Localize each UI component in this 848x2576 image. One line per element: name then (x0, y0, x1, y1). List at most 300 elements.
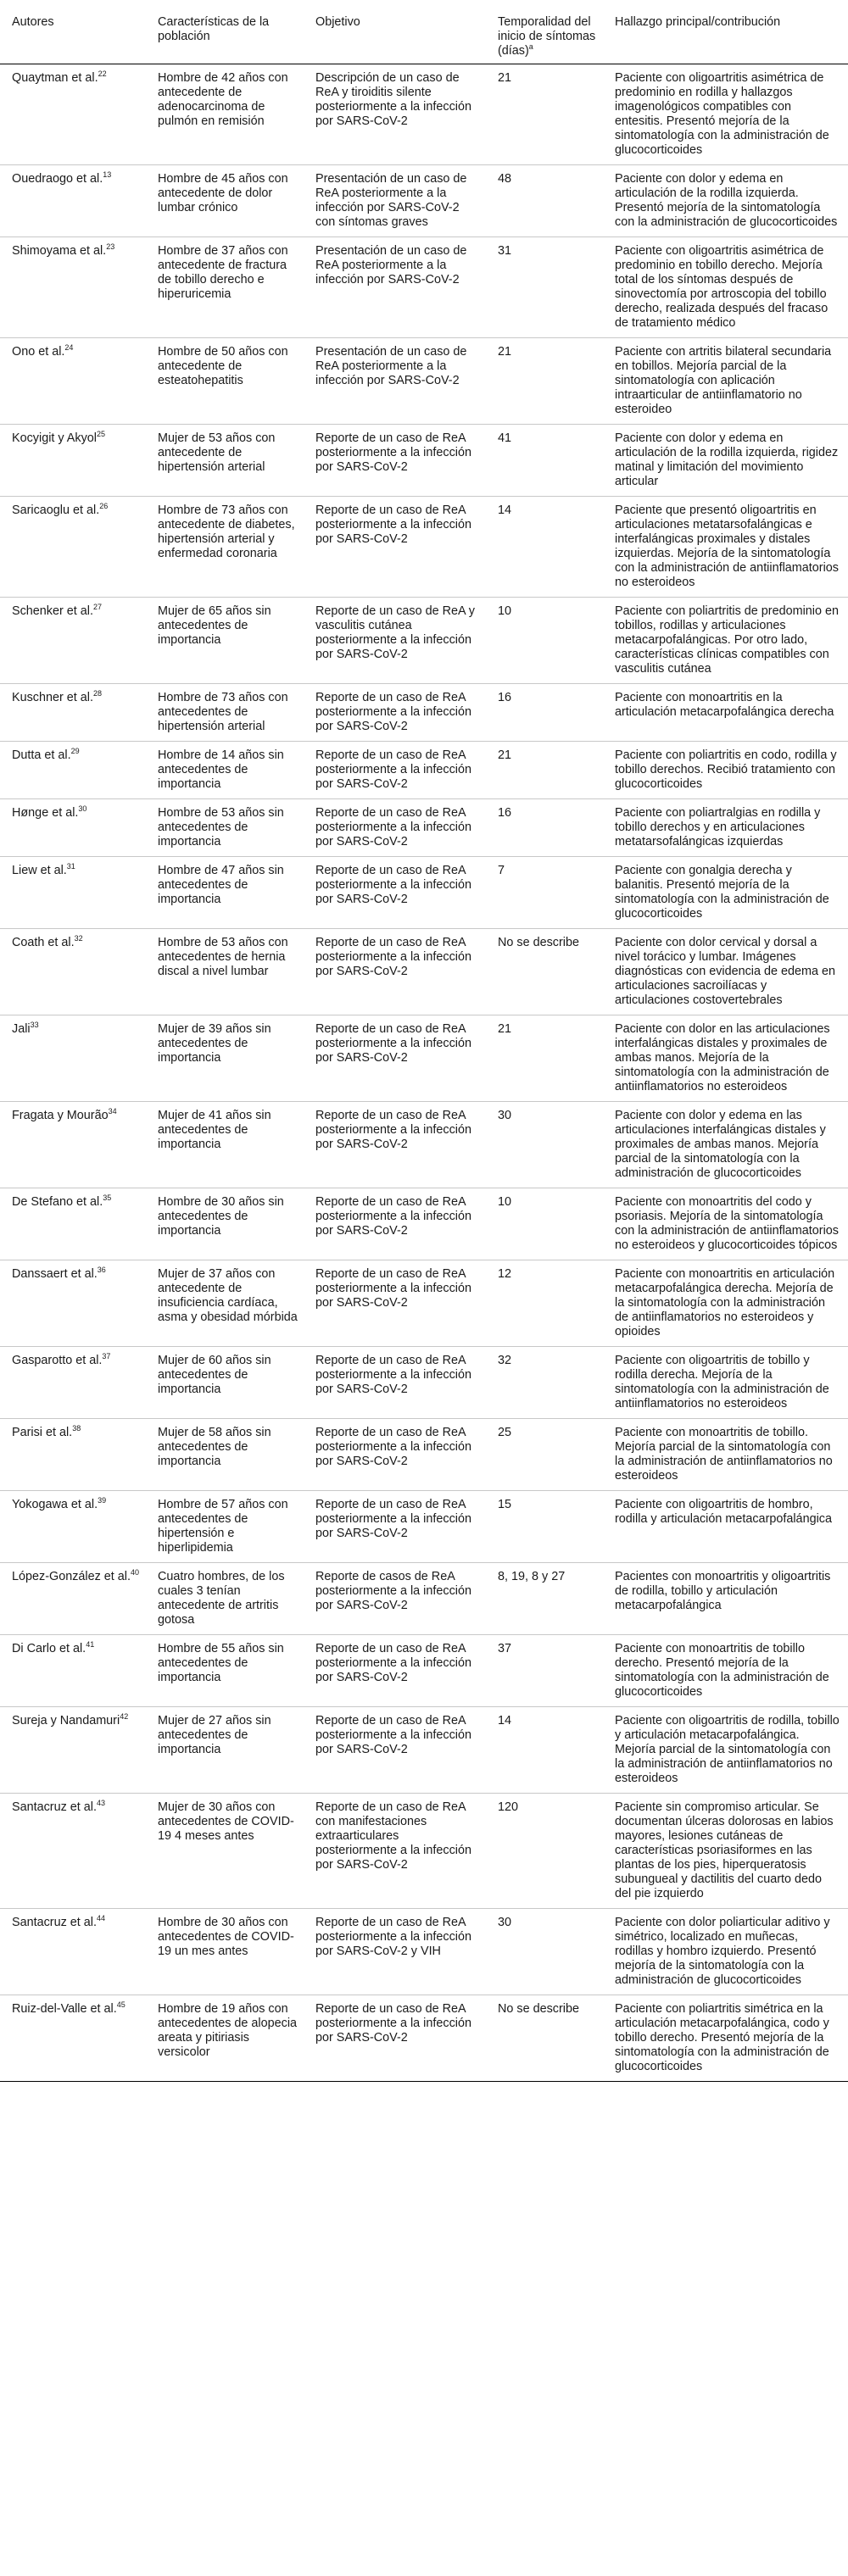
reference-number: 31 (66, 862, 75, 871)
cell-objective (307, 1635, 489, 1707)
cell-author (0, 338, 149, 425)
cell-objective (307, 237, 489, 338)
reference-number: 26 (99, 502, 109, 511)
table-row (0, 1563, 848, 1635)
cell-objective (307, 857, 489, 929)
cell-finding-text: Paciente con poliartritis en codo, rodilla y tobillo derechos. Recibió tratamiento con glucocorticoides (615, 748, 837, 791)
cell-author (0, 64, 149, 165)
cell-days (489, 1635, 606, 1707)
cell-author (0, 1707, 149, 1794)
cell-finding (606, 1102, 848, 1188)
cell-objective (307, 1563, 489, 1635)
cell-days-text: 30 (498, 1916, 512, 1929)
cell-finding (606, 165, 848, 237)
cell-population-text: Hombre de 19 años con antecedentes de alopecia areata y pitiriasis versicolor (158, 2002, 298, 2059)
reference-number: 38 (72, 1424, 81, 1433)
cell-finding (606, 64, 848, 165)
cell-author (0, 929, 149, 1015)
cell-population (149, 598, 307, 684)
cell-finding-text: Paciente sin compromiso articular. Se documentan úlceras dolorosas en labios mayores, lesiones cutáneas de características psoriasiformes en las plantas de los pies, hiperqueratosis subungueal y dactilitis del cuarto dedo del pie izquierdo (615, 1800, 834, 1900)
cell-days (489, 338, 606, 425)
cell-population-text: Mujer de 53 años con antecedente de hipertensión arterial (158, 431, 276, 474)
cell-population (149, 684, 307, 742)
cell-objective-text: Reporte de un caso de ReA posteriormente a la infección por SARS-CoV-2 (315, 1267, 471, 1310)
header-poblacion-label: Características de la población (158, 15, 270, 43)
cell-finding (606, 237, 848, 338)
cell-finding (606, 1794, 848, 1909)
cell-objective (307, 742, 489, 799)
reference-number: 43 (97, 1799, 106, 1808)
cell-population-text: Cuatro hombres, de los cuales 3 tenían antecedente de artritis gotosa (158, 1570, 285, 1627)
cell-finding-text: Paciente con dolor cervical y dorsal a nivel torácico y lumbar. Imágenes diagnósticas con evidencia de edema en articulaciones sacroilíacas y articulaciones costovertebrales (615, 936, 836, 1007)
cell-days (489, 1995, 606, 2082)
cell-days-text: 15 (498, 1498, 512, 1511)
cell-author (0, 1419, 149, 1491)
cell-author (0, 425, 149, 497)
cell-objective-text: Reporte de un caso de ReA posteriormente a la infección por SARS-CoV-2 (315, 504, 471, 546)
cell-population (149, 1995, 307, 2082)
cell-population (149, 1635, 307, 1707)
reference-number: 24 (64, 343, 74, 353)
cell-finding-text: Paciente con dolor en las articulaciones interfalángicas distales y proximales de ambas manos. Mejoría de la sintomatología con la administración de antiinflamatorios no esteroideos (615, 1022, 830, 1093)
table-row (0, 1635, 848, 1707)
cell-objective-text: Reporte de un caso de ReA posteriormente a la infección por SARS-CoV-2 (315, 1022, 471, 1065)
cell-author-text: Jali (12, 1022, 31, 1036)
cell-population-text: Hombre de 50 años con antecedente de esteatohepatitis (158, 345, 288, 387)
cell-objective (307, 1419, 489, 1491)
cell-days (489, 799, 606, 857)
cell-author (0, 799, 149, 857)
cell-days-text: No se describe (498, 936, 579, 949)
cell-finding (606, 338, 848, 425)
reference-number: 40 (131, 1568, 140, 1577)
cell-finding-text: Paciente con dolor poliarticular aditivo y simétrico, localizado en muñecas, rodillas y hombro izquierdo. Presentó mejoría de la sintomatología con la administración de glucocorticoides (615, 1916, 830, 1987)
cell-objective (307, 1794, 489, 1909)
cell-days-text: 8, 19, 8 y 27 (498, 1570, 566, 1583)
cell-author-text: Gasparotto et al. (12, 1354, 103, 1367)
header-autores-label: Autores (12, 15, 54, 29)
cell-author-text: López-González et al. (12, 1570, 131, 1583)
cell-author (0, 237, 149, 338)
cell-author-text: Saricaoglu et al. (12, 504, 100, 517)
cell-author-text: Di Carlo et al. (12, 1642, 86, 1655)
table-row (0, 799, 848, 857)
table-row (0, 1491, 848, 1563)
table-row (0, 1419, 848, 1491)
reference-number: 33 (30, 1021, 39, 1030)
cell-population-text: Hombre de 30 años sin antecedentes de importancia (158, 1195, 284, 1238)
cell-finding (606, 1419, 848, 1491)
cell-days (489, 497, 606, 598)
cell-objective-text: Reporte de un caso de ReA posteriormente a la infección por SARS-CoV-2 (315, 936, 471, 978)
table-row (0, 425, 848, 497)
cell-population (149, 1260, 307, 1347)
cell-population (149, 742, 307, 799)
cell-author-text: Yokogawa et al. (12, 1498, 98, 1511)
cell-finding-text: Paciente con monoartritis en la articulación metacarpofalángica derecha (615, 691, 834, 719)
cell-population-text: Hombre de 47 años sin antecedentes de importancia (158, 864, 284, 906)
reference-number: 36 (97, 1266, 106, 1275)
cell-objective (307, 64, 489, 165)
reference-number: 41 (86, 1640, 95, 1650)
cell-population-text: Hombre de 53 años con antecedentes de hernia discal a nivel lumbar (158, 936, 288, 978)
cell-days-text: 7 (498, 864, 505, 877)
cell-days (489, 1188, 606, 1260)
table-row (0, 742, 848, 799)
cell-days-text: 21 (498, 71, 512, 85)
header-objetivo (307, 0, 489, 64)
table-row (0, 64, 848, 165)
cell-objective (307, 799, 489, 857)
cell-days-text: 41 (498, 431, 512, 445)
table-row (0, 237, 848, 338)
reference-number: 32 (74, 934, 83, 943)
table-row (0, 338, 848, 425)
table-row (0, 1995, 848, 2082)
cell-author (0, 1015, 149, 1102)
cell-population-text: Hombre de 45 años con antecedente de dolor lumbar crónico (158, 172, 288, 214)
cell-finding-text: Paciente con dolor y edema en articulación de la rodilla izquierda, rigidez matinal y limitación del movimiento articular (615, 431, 839, 488)
cell-population-text: Mujer de 41 años sin antecedentes de importancia (158, 1109, 271, 1151)
cell-days (489, 1707, 606, 1794)
cell-objective (307, 1491, 489, 1563)
cell-author-text: Danssaert et al. (12, 1267, 98, 1281)
cell-finding-text: Paciente con oligoartritis asimétrica de predominio en rodilla y hallazgos imagenológicos compatibles con entesitis. Presentó mejoría de la sintomatología con la administración de glucocorticoides (615, 71, 829, 157)
cell-population-text: Hombre de 73 años con antecedente de diabetes, hipertensión arterial y enfermedad coronaria (158, 504, 295, 560)
cell-objective (307, 1347, 489, 1419)
cell-objective-text: Presentación de un caso de ReA posteriormente a la infección por SARS-CoV-2 con síntomas graves (315, 172, 467, 229)
cell-author (0, 1563, 149, 1635)
header-temporalidad-footnote: a (528, 42, 533, 52)
cell-finding (606, 598, 848, 684)
cell-days (489, 1909, 606, 1995)
reference-number: 29 (70, 747, 80, 756)
cell-objective-text: Reporte de un caso de ReA posteriormente a la infección por SARS-CoV-2 (315, 806, 471, 848)
reference-number: 37 (102, 1352, 111, 1361)
cell-finding (606, 799, 848, 857)
cell-author (0, 1794, 149, 1909)
cell-finding (606, 425, 848, 497)
cell-author (0, 857, 149, 929)
reference-number: 23 (106, 242, 115, 252)
cell-days (489, 165, 606, 237)
cell-author-text: Shimoyama et al. (12, 244, 107, 258)
cell-days-text: No se describe (498, 2002, 579, 2016)
cell-objective (307, 338, 489, 425)
cell-days (489, 425, 606, 497)
cell-population (149, 1015, 307, 1102)
cell-days-text: 12 (498, 1267, 512, 1281)
cell-days (489, 237, 606, 338)
cell-finding (606, 1909, 848, 1995)
cell-days-text: 21 (498, 1022, 512, 1036)
cell-days-text: 16 (498, 806, 512, 820)
cell-population-text: Hombre de 42 años con antecedente de adenocarcinoma de pulmón en remisión (158, 71, 288, 128)
cell-population (149, 237, 307, 338)
cell-finding-text: Paciente con poliartritis de predominio en tobillos, rodillas y articulaciones metacarpofalángicas. Por otro lado, características clínicas compatibles con vasculitis cutánea (615, 604, 839, 676)
cell-objective (307, 1995, 489, 2082)
cell-author (0, 1995, 149, 2082)
cell-population (149, 1347, 307, 1419)
cell-objective-text: Reporte de un caso de ReA posteriormente a la infección por SARS-CoV-2 (315, 1498, 471, 1540)
cell-finding-text: Paciente que presentó oligoartritis en articulaciones metatarsofalángicas e interfalángicas proximales y distales izquierdas. Mejoría de la sintomatología con la administración de antiinflamatorios no esteroideos (615, 504, 839, 589)
cell-author (0, 1635, 149, 1707)
table-row (0, 1260, 848, 1347)
cell-population (149, 64, 307, 165)
cell-finding-text: Paciente con dolor y edema en las articulaciones interfalángicas distales y proximales de ambas manos. Mejoría parcial de la sintomatología con la administración de glucocorticoides (615, 1109, 826, 1180)
reference-number: 39 (98, 1496, 107, 1505)
cell-population (149, 1563, 307, 1635)
cell-finding (606, 497, 848, 598)
cell-days (489, 1419, 606, 1491)
cell-population (149, 1419, 307, 1491)
cell-author (0, 1909, 149, 1995)
reference-number: 35 (103, 1193, 112, 1203)
cell-finding-text: Paciente con artritis bilateral secundaria en tobillos. Mejoría parcial de la sintomatología con aplicación intraarticular de antiinflamatorio no esteroideo (615, 345, 832, 416)
cell-days (489, 929, 606, 1015)
cell-finding-text: Paciente con gonalgia derecha y balanitis. Presentó mejoría de la sintomatología con la administración de glucocorticoides (615, 864, 829, 921)
reference-number: 25 (96, 430, 105, 439)
cell-author-text: Ono et al. (12, 345, 65, 359)
cell-finding-text: Paciente con oligoartritis de hombro, rodilla y articulación metacarpofalángica (615, 1498, 832, 1526)
cell-objective-text: Reporte de un caso de ReA posteriormente a la infección por SARS-CoV-2 (315, 1354, 471, 1396)
table-row (0, 1707, 848, 1794)
cell-objective (307, 929, 489, 1015)
cell-author (0, 684, 149, 742)
cell-author-text: De Stefano et al. (12, 1195, 103, 1209)
cell-days (489, 598, 606, 684)
header-temporalidad-label: Temporalidad del inicio de síntomas (días) (498, 15, 596, 58)
cell-days-text: 25 (498, 1426, 512, 1439)
cell-author (0, 598, 149, 684)
cell-days (489, 1491, 606, 1563)
cell-days-text: 48 (498, 172, 512, 186)
cell-population-text: Mujer de 30 años con antecedentes de COVID-19 4 meses antes (158, 1800, 294, 1843)
table-row (0, 1909, 848, 1995)
cell-population-text: Hombre de 53 años sin antecedentes de importancia (158, 806, 284, 848)
cell-author (0, 1347, 149, 1419)
table-row (0, 1794, 848, 1909)
cell-finding-text: Paciente con poliartralgias en rodilla y tobillo derechos y en articulaciones metatarsofalángicas izquierdas (615, 806, 821, 848)
cell-author (0, 1491, 149, 1563)
table-row (0, 857, 848, 929)
cell-author-text: Sureja y Nandamuri (12, 1714, 120, 1728)
header-objetivo-label: Objetivo (315, 15, 360, 29)
cell-population (149, 1102, 307, 1188)
cell-author-text: Ruiz-del-Valle et al. (12, 2002, 117, 2016)
cell-days-text: 21 (498, 748, 512, 762)
cell-days-text: 120 (498, 1800, 519, 1814)
reference-number: 22 (98, 70, 107, 79)
cell-author-text: Coath et al. (12, 936, 75, 949)
cell-objective (307, 165, 489, 237)
cell-author (0, 497, 149, 598)
cell-author (0, 1188, 149, 1260)
cell-days-text: 14 (498, 504, 512, 517)
cell-objective-text: Reporte de casos de ReA posteriormente a la infección por SARS-CoV-2 (315, 1570, 471, 1612)
cell-author (0, 1260, 149, 1347)
table-row (0, 1102, 848, 1188)
cell-population (149, 1491, 307, 1563)
reference-number: 45 (116, 2000, 126, 2010)
cell-objective-text: Reporte de un caso de ReA posteriormente a la infección por SARS-CoV-2 (315, 1109, 471, 1151)
cell-population (149, 338, 307, 425)
cell-population-text: Hombre de 73 años con antecedentes de hipertensión arterial (158, 691, 288, 733)
header-hallazgo-label: Hallazgo principal/contribución (615, 15, 781, 29)
reference-number: 27 (93, 603, 103, 612)
cell-days (489, 64, 606, 165)
cell-objective (307, 1707, 489, 1794)
cell-objective-text: Reporte de un caso de ReA con manifestaciones extraarticulares posteriormente a la infección por SARS-CoV-2 (315, 1800, 471, 1872)
cell-author-text: Santacruz et al. (12, 1800, 97, 1814)
cell-finding (606, 857, 848, 929)
cell-finding (606, 1563, 848, 1635)
cell-finding (606, 1491, 848, 1563)
cell-population-text: Mujer de 60 años sin antecedentes de importancia (158, 1354, 271, 1396)
reference-number: 42 (120, 1712, 129, 1722)
table-row (0, 1015, 848, 1102)
cell-objective-text: Reporte de un caso de ReA posteriormente a la infección por SARS-CoV-2 (315, 748, 471, 791)
cell-finding-text: Paciente con monoartritis de tobillo derecho. Presentó mejoría de la sintomatología con la administración de glucocorticoides (615, 1642, 829, 1699)
cell-population (149, 1188, 307, 1260)
cell-objective-text: Reporte de un caso de ReA posteriormente a la infección por SARS-CoV-2 (315, 864, 471, 906)
header-poblacion (149, 0, 307, 64)
cell-days (489, 1260, 606, 1347)
cell-finding-text: Paciente con monoartritis del codo y psoriasis. Mejoría de la sintomatología con la administración de antiinflamatorios no esteroideos y glucocorticoides tópicos (615, 1195, 839, 1252)
cell-population-text: Hombre de 37 años con antecedente de fractura de tobillo derecho e hiperuricemia (158, 244, 288, 301)
cell-population (149, 799, 307, 857)
table-row (0, 1347, 848, 1419)
cell-finding (606, 1995, 848, 2082)
header-row (0, 0, 848, 64)
cell-author-text: Kuschner et al. (12, 691, 93, 704)
cell-days-text: 37 (498, 1642, 512, 1655)
cell-population-text: Hombre de 55 años sin antecedentes de importancia (158, 1642, 284, 1684)
cell-objective-text: Reporte de un caso de ReA posteriormente a la infección por SARS-CoV-2 (315, 1714, 471, 1756)
cell-objective-text: Reporte de un caso de ReA posteriormente a la infección por SARS-CoV-2 (315, 431, 471, 474)
cell-objective (307, 1909, 489, 1995)
cell-population (149, 1909, 307, 1995)
cell-population (149, 165, 307, 237)
cell-days (489, 1102, 606, 1188)
cell-author (0, 742, 149, 799)
table-row (0, 165, 848, 237)
reference-number: 13 (103, 170, 112, 180)
cell-finding (606, 1347, 848, 1419)
cell-author-text: Kocyigit y Akyol (12, 431, 97, 445)
cell-finding-text: Pacientes con monoartritis y oligoartritis de rodilla, tobillo y articulación metacarpofalángica (615, 1570, 831, 1612)
cell-days (489, 857, 606, 929)
header-autores (0, 0, 149, 64)
cell-author-text: Dutta et al. (12, 748, 71, 762)
cell-finding-text: Paciente con oligoartritis de rodilla, tobillo y articulación metacarpofalángica. Mejoría parcial de la sintomatología con la administración de antiinflamatorios no esteroideos (615, 1714, 840, 1785)
cell-days (489, 1563, 606, 1635)
cell-objective (307, 1015, 489, 1102)
cell-author-text: Fragata y Mourão (12, 1109, 109, 1122)
cell-objective (307, 1102, 489, 1188)
cell-days-text: 10 (498, 1195, 512, 1209)
cell-days-text: 31 (498, 244, 512, 258)
cell-days (489, 742, 606, 799)
reference-number: 30 (78, 804, 87, 814)
cell-population-text: Hombre de 30 años con antecedentes de COVID-19 un mes antes (158, 1916, 294, 1958)
cell-author (0, 1102, 149, 1188)
cell-population (149, 425, 307, 497)
cell-finding (606, 1015, 848, 1102)
cell-population-text: Mujer de 58 años sin antecedentes de importancia (158, 1426, 271, 1468)
cell-author (0, 165, 149, 237)
cell-days-text: 21 (498, 345, 512, 359)
cell-population-text: Mujer de 27 años sin antecedentes de importancia (158, 1714, 271, 1756)
cell-author-text: Hønge et al. (12, 806, 79, 820)
reference-number: 44 (97, 1914, 106, 1923)
cell-finding (606, 1707, 848, 1794)
table-row (0, 1188, 848, 1260)
cell-days-text: 14 (498, 1714, 512, 1728)
cell-finding-text: Paciente con oligoartritis asimétrica de predominio en tobillo derecho. Mejoría total de los síntomas después de sinovectomía por artroscopia del tobillo derecho, realizada después del fracaso de tratamiento médico (615, 244, 828, 330)
cell-objective-text: Reporte de un caso de ReA posteriormente a la infección por SARS-CoV-2 (315, 1195, 471, 1238)
cell-objective (307, 598, 489, 684)
header-temporalidad (489, 0, 606, 64)
cell-author-text: Liew et al. (12, 864, 67, 877)
reference-number: 28 (93, 689, 103, 698)
cell-population (149, 929, 307, 1015)
cell-objective-text: Reporte de un caso de ReA posteriormente a la infección por SARS-CoV-2 (315, 1642, 471, 1684)
cell-objective-text: Reporte de un caso de ReA posteriormente a la infección por SARS-CoV-2 (315, 2002, 471, 2045)
cell-population (149, 1707, 307, 1794)
cell-finding (606, 742, 848, 799)
cell-objective-text: Reporte de un caso de ReA posteriormente a la infección por SARS-CoV-2 (315, 691, 471, 733)
cell-population-text: Hombre de 14 años sin antecedentes de importancia (158, 748, 284, 791)
cell-objective-text: Reporte de un caso de ReA posteriormente a la infección por SARS-CoV-2 y VIH (315, 1916, 471, 1958)
table-row (0, 684, 848, 742)
reference-number: 34 (108, 1107, 117, 1116)
table-body (0, 64, 848, 2082)
cell-author-text: Parisi et al. (12, 1426, 73, 1439)
cell-population (149, 497, 307, 598)
cell-objective (307, 1260, 489, 1347)
cell-objective-text: Reporte de un caso de ReA y vasculitis cutánea posteriormente a la infección por SARS-CoV-2 (315, 604, 475, 661)
cell-finding-text: Paciente con poliartritis simétrica en la articulación metacarpofalángica, codo y tobillo derecho. Presentó mejoría de la sintomatología con la administración de glucocorticoides (615, 2002, 829, 2073)
cell-days (489, 1794, 606, 1909)
cell-objective-text: Presentación de un caso de ReA posteriormente a la infección por SARS-CoV-2 (315, 244, 467, 287)
cell-finding (606, 1635, 848, 1707)
cell-objective (307, 497, 489, 598)
cell-days (489, 1347, 606, 1419)
cell-population-text: Hombre de 57 años con antecedentes de hipertensión e hiperlipidemia (158, 1498, 288, 1555)
cell-days-text: 10 (498, 604, 512, 618)
cell-objective-text: Descripción de un caso de ReA y tiroiditis silente posteriormente a la infección por SARS-CoV-2 (315, 71, 471, 128)
cell-days (489, 1015, 606, 1102)
cell-population (149, 857, 307, 929)
cell-finding-text: Paciente con monoartritis en articulación metacarpofalángica derecha. Mejoría de la sintomatología con la administración de antiinflamatorios no esteroideos y opioides (615, 1267, 835, 1338)
cell-author-text: Santacruz et al. (12, 1916, 97, 1929)
cell-finding (606, 1260, 848, 1347)
cell-objective (307, 1188, 489, 1260)
cell-days (489, 684, 606, 742)
cell-population-text: Mujer de 37 años con antecedente de insuficiencia cardíaca, asma y obesidad mórbida (158, 1267, 298, 1324)
table-row (0, 929, 848, 1015)
cell-author-text: Schenker et al. (12, 604, 93, 618)
cell-finding (606, 929, 848, 1015)
cell-finding (606, 1188, 848, 1260)
cell-days-text: 30 (498, 1109, 512, 1122)
cell-objective (307, 684, 489, 742)
cell-finding (606, 684, 848, 742)
cell-objective-text: Presentación de un caso de ReA posteriormente a la infección por SARS-CoV-2 (315, 345, 467, 387)
cell-objective (307, 425, 489, 497)
cell-objective-text: Reporte de un caso de ReA posteriormente a la infección por SARS-CoV-2 (315, 1426, 471, 1468)
